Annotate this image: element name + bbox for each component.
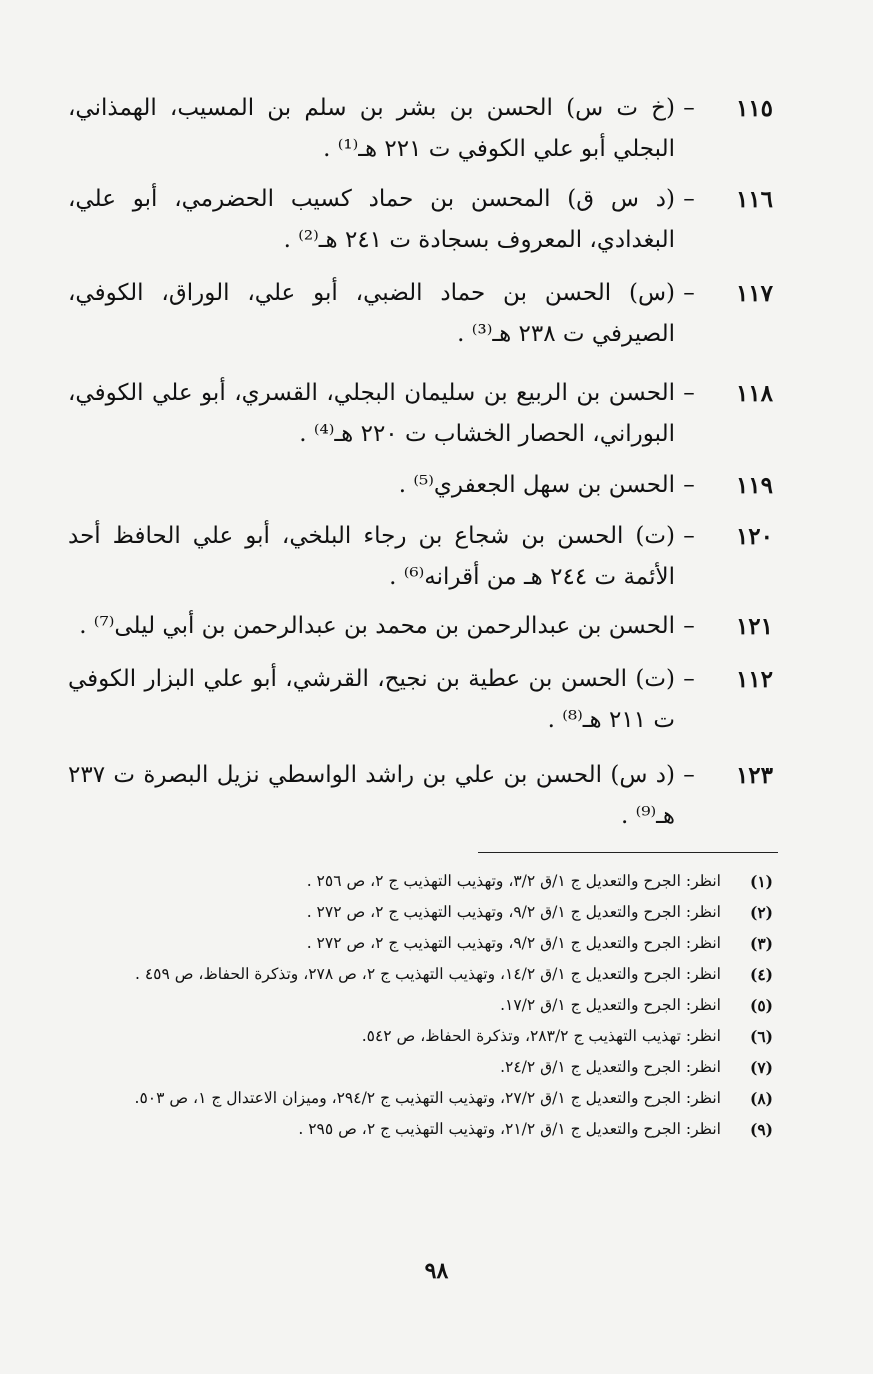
footnotes-list <box>68 866 773 1145</box>
footnote-7 <box>68 1052 773 1083</box>
entry-text: (د س) الحسن بن علي بن راشد الواسطي نزيل البصرة ت ٢٣٧ هـ⁽⁹⁾ . <box>68 762 675 829</box>
entry-dash: – <box>683 762 695 788</box>
footnote-text: انظر: الجرح والتعديل ج ١/ق ٢٧/٢، وتهذيب التهذيب ج ٢٩٤/٢، وميزان الاعتدال ج ١، ص ٥٠٣. <box>134 1089 721 1107</box>
footnote-text: انظر: الجرح والتعديل ج ١/ق ٢٤/٢. <box>500 1058 721 1076</box>
page-number: ٩٨ <box>424 1258 449 1284</box>
footnote-2 <box>68 897 773 928</box>
entry-dash: – <box>683 666 695 692</box>
entry-number: ١١٦ <box>735 186 773 213</box>
entry-dash: – <box>683 280 695 306</box>
entry-text: الحسن بن عبدالرحمن بن محمد بن عبدالرحمن بن أبي ليلى⁽⁷⁾ . <box>79 613 675 639</box>
footnote-9 <box>68 1114 773 1145</box>
entry-number: ١١٩ <box>735 472 773 499</box>
entry-number: ١١٥ <box>735 95 773 122</box>
entry-119 <box>68 465 773 506</box>
entry-121 <box>68 606 773 647</box>
entry-number: ١٢١ <box>735 613 773 640</box>
entry-number: ١١٨ <box>735 380 773 407</box>
footnote-number: (٧) <box>749 1058 773 1077</box>
entries-list <box>68 88 773 837</box>
entry-dash: – <box>683 186 695 212</box>
footnote-number: (٩) <box>749 1120 773 1139</box>
entry-dash: – <box>683 472 695 498</box>
footnote-4 <box>68 959 773 990</box>
entry-dash: – <box>683 95 695 121</box>
entry-115 <box>68 88 773 170</box>
footnote-text: انظر: تهذيب التهذيب ج ٢٨٣/٢، وتذكرة الحفاظ، ص ٥٤٢. <box>361 1027 721 1045</box>
footnote-number: (١) <box>749 872 773 891</box>
footnote-number: (٤) <box>749 965 773 984</box>
entry-118 <box>68 373 773 455</box>
footnote-text: انظر: الجرح والتعديل ج ١/ق ٣/٢، وتهذيب التهذيب ج ٢، ص ٢٥٦ . <box>306 872 721 890</box>
footnote-6 <box>68 1021 773 1052</box>
entry-text: الحسن بن الربيع بن سليمان البجلي، القسري، أبو علي الكوفي، البوراني، الحصار الخشاب ت ٢٢٠ هـ⁽⁴⁾ . <box>68 380 675 447</box>
entry-dash: – <box>683 523 695 549</box>
footnote-number: (٦) <box>749 1027 773 1046</box>
entry-112 <box>68 659 773 741</box>
footnote-text: انظر: الجرح والتعديل ج ١/ق ١٤/٢، وتهذيب التهذيب ج ٢، ص ٢٧٨، وتذكرة الحفاظ، ص ٤٥٩ . <box>135 965 721 983</box>
entry-text: (ت) الحسن بن عطية بن نجيح، القرشي، أبو علي البزار الكوفي ت ٢١١ هـ⁽⁸⁾ . <box>68 666 676 733</box>
footnote-8 <box>68 1083 773 1114</box>
entry-text: (س) الحسن بن حماد الضبي، أبو علي، الوراق، الكوفي، الصيرفي ت ٢٣٨ هـ⁽³⁾ . <box>68 280 675 347</box>
footnote-number: (٥) <box>749 996 773 1015</box>
footnote-3 <box>68 928 773 959</box>
footnote-text: انظر: الجرح والتعديل ج ١/ق ١٧/٢. <box>500 996 721 1014</box>
entry-116 <box>68 179 773 261</box>
footnote-text: انظر: الجرح والتعديل ج ١/ق ٢١/٢، وتهذيب التهذيب ج ٢، ص ٢٩٥ . <box>298 1120 721 1138</box>
entry-number: ١٢٠ <box>735 523 773 550</box>
entry-120 <box>68 516 773 598</box>
footnote-1 <box>68 866 773 897</box>
footnote-5 <box>68 990 773 1021</box>
entry-dash: – <box>683 380 695 406</box>
entry-117 <box>68 273 773 355</box>
entry-dash: – <box>683 613 695 639</box>
footnote-number: (٢) <box>749 903 773 922</box>
entry-number: ١١٧ <box>735 280 773 307</box>
footnote-text: انظر: الجرح والتعديل ج ١/ق ٩/٢، وتهذيب التهذيب ج ٢، ص ٢٧٢ . <box>306 903 721 921</box>
entry-text: (د س ق) المحسن بن حماد كسيب الحضرمي، أبو علي، البغدادي، المعروف بسجادة ت ٢٤١ هـ⁽²⁾ . <box>68 186 675 253</box>
entry-123 <box>68 755 773 837</box>
entry-number: ١٢٣ <box>735 762 773 789</box>
footnote-number: (٣) <box>749 934 773 953</box>
entry-number: ١١٢ <box>735 666 773 693</box>
footnote-number: (٨) <box>749 1089 773 1108</box>
entry-text: الحسن بن سهل الجعفري⁽⁵⁾ . <box>398 472 675 498</box>
footnote-divider <box>478 852 778 853</box>
entry-text: (خ ت س) الحسن بن بشر بن سلم بن المسيب، الهمذاني، البجلي أبو علي الكوفي ت ٢٢١ هـ⁽¹⁾ . <box>68 95 675 162</box>
footnote-text: انظر: الجرح والتعديل ج ١/ق ٩/٢، وتهذيب التهذيب ج ٢، ص ٢٧٢ . <box>306 934 721 952</box>
entry-text: (ت) الحسن بن شجاع بن رجاء البلخي، أبو علي الحافظ أحد الأئمة ت ٢٤٤ هـ من أقرانه⁽⁶⁾ . <box>68 523 675 590</box>
